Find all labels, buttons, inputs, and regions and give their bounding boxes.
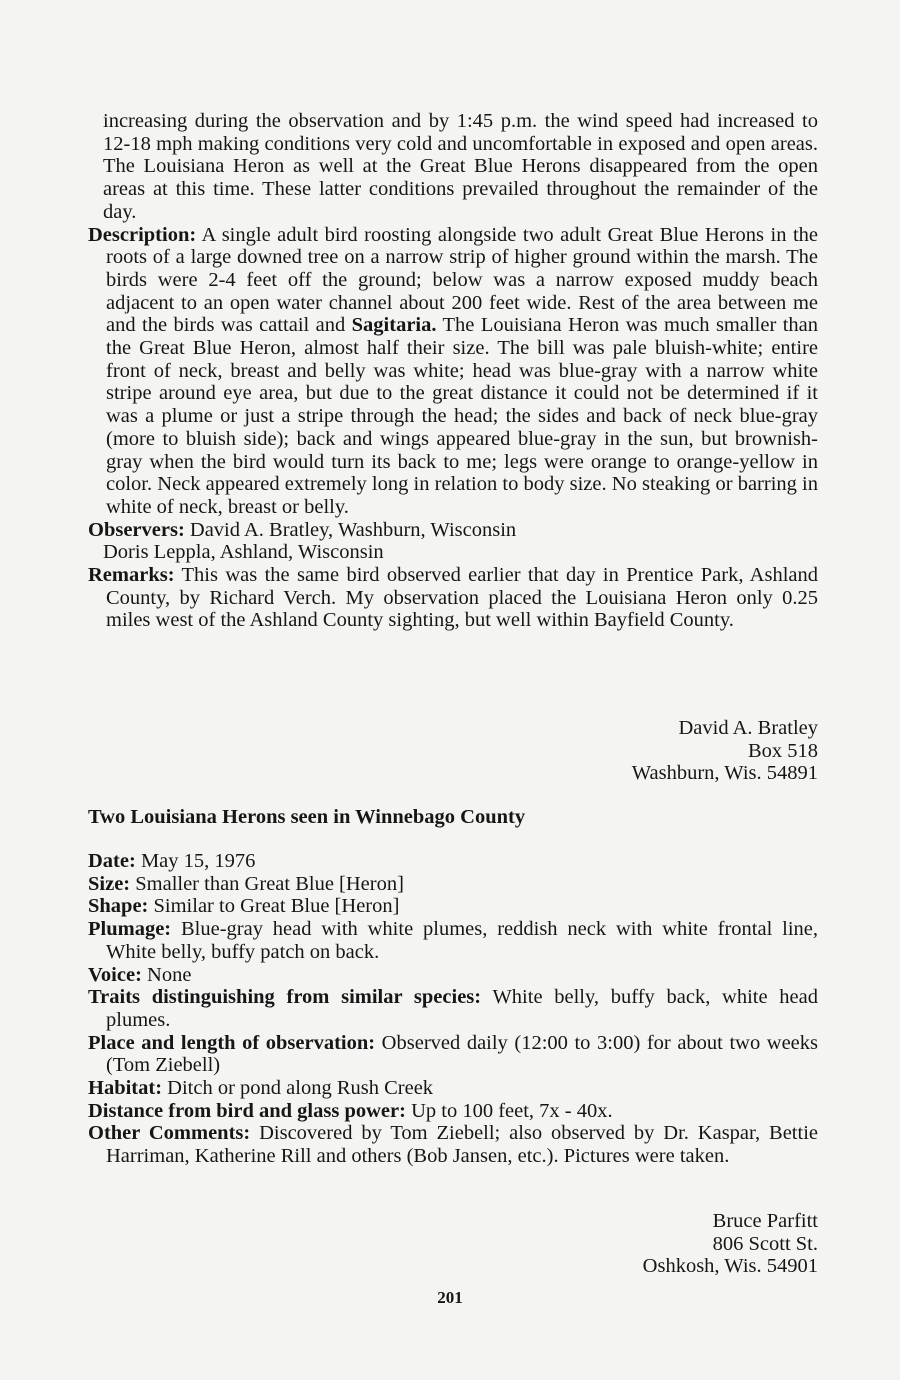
observers-paragraph bbox=[88, 519, 818, 542]
field-value: May 15, 1976 bbox=[135, 850, 256, 872]
page-number: 201 bbox=[437, 1288, 463, 1307]
report-2-heading: Two Louisiana Herons seen in Winnebago County bbox=[88, 806, 526, 828]
field-label: Habitat: bbox=[88, 1077, 163, 1100]
continuation-paragraph: increasing during the observation and by 1:45 p.m. the wind speed had increased to 12-18 mph making conditions very cold and uncomfortable in exposed and open areas. The Louisiana Heron as well at the Great Blue Herons disappeared from the open areas at this time. These latter conditions prevailed throughout the remainder of the day. bbox=[103, 110, 818, 223]
field-value: White belly, buffy back, white head plumes. bbox=[106, 986, 818, 1031]
field-label: Voice: bbox=[88, 963, 142, 986]
description-bold-term: Sagitaria. bbox=[351, 314, 437, 337]
remarks-label: Remarks: bbox=[88, 564, 175, 587]
field-value: Smaller than Great Blue [Heron] bbox=[130, 872, 404, 895]
remarks-paragraph bbox=[88, 564, 818, 632]
field-label: Date: bbox=[88, 850, 136, 872]
field-label: Size: bbox=[88, 872, 131, 895]
field-shape bbox=[88, 895, 818, 918]
description-label: Description: bbox=[88, 223, 197, 246]
signature-1 bbox=[88, 717, 818, 785]
signature-1-city: Washburn, Wis. 54891 bbox=[631, 762, 818, 785]
field-other-comments bbox=[88, 1122, 818, 1167]
field-plumage bbox=[88, 918, 818, 963]
signature-2-street: 806 Scott St. bbox=[712, 1232, 818, 1255]
field-distance bbox=[88, 1100, 818, 1123]
description-text-b: The Louisiana Heron was much smaller than the Great Blue Heron, almost half their size. The bill was pale bluish-white; entire front of neck, breast and belly was white; head was blue-gray with a narrow white stripe around eye area, but due to the great distance it could not be determined if it was a plume or just a stripe through the head; the sides and back of neck blue-gray (more to bluish side); back and wings appeared blue-gray in the sun, but brownish-gray when the bird would turn its back to me; legs were orange to orange-yellow in color. Neck appeared extremely long in relation to body size. No steaking or barring in white of neck, breast or belly. bbox=[106, 314, 818, 518]
field-place-length bbox=[88, 1032, 818, 1077]
observers-line-1: David A. Bratley, Washburn, Wisconsin bbox=[184, 518, 517, 541]
description-text-a: A single adult bird roosting alongside two adult Great Blue Herons in the roots of a large downed tree on a narrow strip of higher ground within the marsh. The birds were 2-4 feet off the ground; below was a narrow exposed muddy beach adjacent to an open water channel about 200 feet wide. Rest of the area between me and the birds was cattail and bbox=[106, 223, 818, 337]
field-label: Distance from bird and glass power: bbox=[88, 1099, 406, 1122]
field-label: Traits distinguishing from similar species: bbox=[88, 986, 482, 1009]
field-value: Discovered by Tom Ziebell; also observed by Dr. Kaspar, Bettie Harriman, Katherine Rill and others (Bob Jansen, etc.). Pictures were taken. bbox=[106, 1122, 818, 1168]
remarks-text: This was the same bird observed earlier that day in Prentice Park, Ashland County, by Richard Verch. My observation placed the Louisiana Heron only 0.25 miles west of the Ashland County sighting, but well within Bayfield County. bbox=[106, 564, 818, 632]
description-paragraph bbox=[88, 224, 818, 519]
field-value: Observed daily (12:00 to 3:00) for about two weeks (Tom Ziebell) bbox=[106, 1031, 819, 1077]
observers-label: Observers: bbox=[88, 518, 185, 541]
field-value: Blue-gray head with white plumes, reddish neck with white frontal line, White belly, buffy patch on back. bbox=[106, 918, 818, 963]
field-value: Similar to Great Blue [Heron] bbox=[148, 895, 400, 918]
field-date bbox=[88, 850, 818, 873]
field-size bbox=[88, 873, 818, 896]
report-2-fields bbox=[88, 850, 818, 1168]
signature-1-box: Box 518 bbox=[747, 739, 818, 762]
signature-2 bbox=[88, 1210, 818, 1278]
report-2 bbox=[88, 805, 818, 829]
signature-2-city: Oshkosh, Wis. 54901 bbox=[642, 1255, 818, 1278]
field-label: Other Comments: bbox=[88, 1122, 251, 1145]
field-value: None bbox=[141, 963, 192, 986]
field-habitat bbox=[88, 1077, 818, 1100]
field-traits bbox=[88, 986, 818, 1031]
field-label: Plumage: bbox=[88, 918, 172, 941]
report-1 bbox=[88, 110, 818, 632]
field-voice bbox=[88, 964, 818, 987]
field-value: Up to 100 feet, 7x - 40x. bbox=[405, 1099, 613, 1122]
observers-line-2: Doris Leppla, Ashland, Wisconsin bbox=[103, 541, 384, 564]
signature-1-name: David A. Bratley bbox=[678, 717, 818, 739]
field-value: Ditch or pond along Rush Creek bbox=[162, 1077, 434, 1100]
signature-2-name: Bruce Parfitt bbox=[712, 1210, 818, 1232]
field-label: Shape: bbox=[88, 895, 149, 918]
field-label: Place and length of observation: bbox=[88, 1031, 376, 1054]
